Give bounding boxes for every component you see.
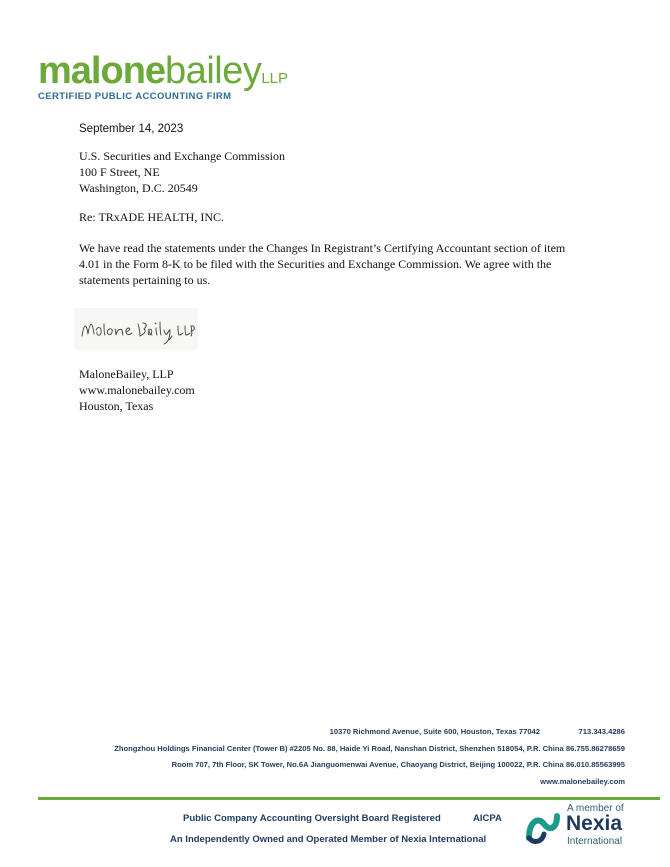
footer-houston-address: 10370 Richmond Avenue, Suite 600, Houston, Texas 77042	[329, 727, 540, 736]
footer-divider	[38, 797, 660, 800]
footer-shenzhen-address: Zhongzhou Holdings Financial Center (Tower B) #2205 No. 88, Haide Yi Road, Nanshan District, Shenzhen 518054, P.R. China 86.755.86278659	[114, 744, 625, 753]
nexia-logo-icon	[524, 808, 562, 848]
footer-houston-phone: 713.343.4286	[578, 727, 625, 736]
addressee-block	[79, 148, 285, 196]
logo-llp: LLP	[261, 70, 289, 87]
address-line: 100 F Street, NE	[79, 165, 160, 179]
aicpa-label: AICPA	[473, 813, 502, 824]
footer-website: www.malonebailey.com	[540, 777, 625, 786]
letter-date: September 14, 2023	[79, 123, 184, 135]
letter-body: We have read the statements under the Changes In Registrant’s Certifying Accountant section of item 4.01 in the Form 8-K to be filed with the Securities and Exchange Commission. We agree with the statements pertaining to us.	[79, 241, 566, 287]
nexia-membership-statement: An Independently Owned and Operated Member of Nexia International	[170, 834, 487, 845]
signoff-city: Houston, Texas	[79, 399, 154, 413]
logo-wordmark	[38, 52, 288, 90]
signoff-block	[79, 366, 195, 414]
nexia-member-label: A member of	[567, 803, 624, 814]
nexia-name: Nexia	[566, 812, 623, 835]
address-line: U.S. Securities and Exchange Commission	[79, 149, 285, 163]
signoff-website: www.malonebailey.com	[79, 383, 195, 397]
nexia-international: International	[567, 836, 623, 847]
pcaob-registration: Public Company Accounting Oversight Board Registered	[183, 813, 441, 824]
logo-tagline: CERTIFIED PUBLIC ACCOUNTING FIRM	[38, 91, 232, 102]
footer-beijing-address: Room 707, 7th Floor, SK Tower, No.6A Jianguomenwai Avenue, Chaoyang District, Beijing 100022, P.R. China 86.010.85563995	[171, 760, 625, 769]
address-line: Washington, D.C. 20549	[79, 181, 198, 195]
logo-bailey: bailey	[165, 50, 262, 92]
logo-malone: malone	[38, 50, 166, 92]
firm-logo	[38, 52, 288, 102]
handwritten-signature	[74, 308, 198, 350]
subject-line: Re: TRxADE HEALTH, INC.	[79, 210, 224, 224]
signoff-firm: MaloneBailey, LLP	[79, 367, 174, 381]
